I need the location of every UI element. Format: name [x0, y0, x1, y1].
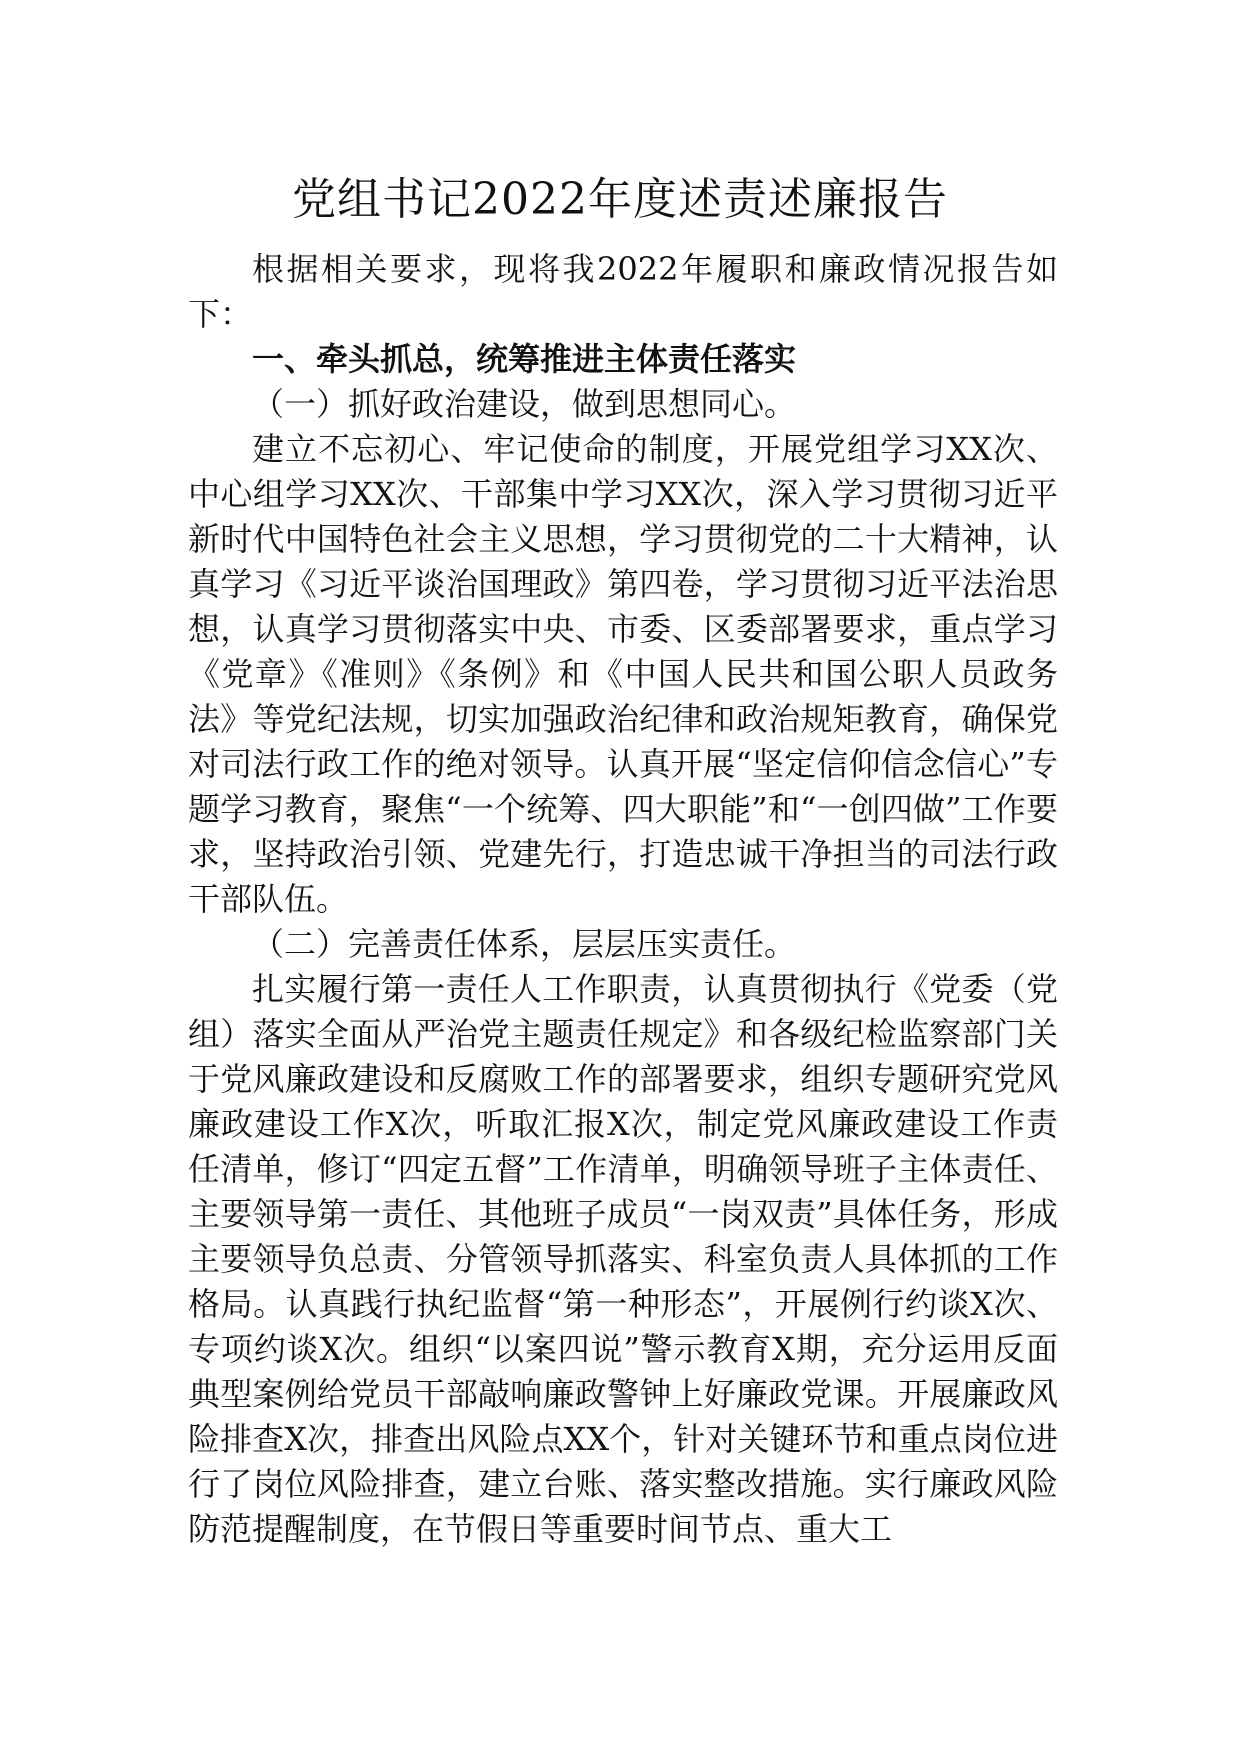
section-heading-1: 一、牵头抓总，统筹推进主体责任落实: [252, 340, 797, 378]
document-title: 党组书记2022年度述责述廉报告: [292, 174, 948, 225]
subsection-heading-2: （二）完善责任体系，层层压实责任。: [252, 925, 797, 963]
document-body: [188, 247, 1058, 1552]
intro-paragraph: 根据相关要求，现将我2022年履职和廉政情况报告如下：: [188, 250, 1058, 333]
subsection-heading-1: （一）抓好政治建设，做到思想同心。: [252, 385, 797, 423]
body-paragraph-1: 建立不忘初心、牢记使命的制度，开展党组学习XX次、中心组学习XX次、干部集中学习XX次，深入学习贯彻习近平新时代中国特色社会主义思想，学习贯彻党的二十大精神，认真学习《习近平谈治国理政》第四卷，学习贯彻习近平法治思想，认真学习贯彻落实中央、市委、区委部署要求，重点学习《党章》《准则》《条例》和《中国人民共和国公职人员政务法》等党纪法规，切实加强政治纪律和政治规矩教育，确保党对司法行政工作的绝对领导。认真开展“坚定信仰信念信心”专题学习教育，聚焦“一个统筹、四大职能”和“一创四做”工作要求，坚持政治引领、党建先行，打造忠诚干净担当的司法行政干部队伍。: [188, 430, 1058, 918]
body-paragraph-2: 扎实履行第一责任人工作职责，认真贯彻执行《党委（党组）落实全面从严治党主题责任规定》和各级纪检监察部门关于党风廉政建设和反腐败工作的部署要求，组织专题研究党风廉政建设工作X次，听取汇报X次，制定党风廉政建设工作责任清单，修订“四定五督”工作清单，明确领导班子主体责任、主要领导第一责任、其他班子成员“一岗双责”具体任务，形成主要领导负总责、分管领导抓落实、科室负责人具体抓的工作格局。认真践行执纪监督“第一种形态”，开展例行约谈X次、专项约谈X次。组织“以案四说”警示教育X期，充分运用反面典型案例给党员干部敲响廉政警钟上好廉政党课。开展廉政风险排查X次，排查出风险点XX个，针对关键环节和重点岗位进行了岗位风险排查，建立台账、落实整改措施。实行廉政风险防范提醒制度，在节假日等重要时间节点、重大工: [188, 970, 1058, 1548]
